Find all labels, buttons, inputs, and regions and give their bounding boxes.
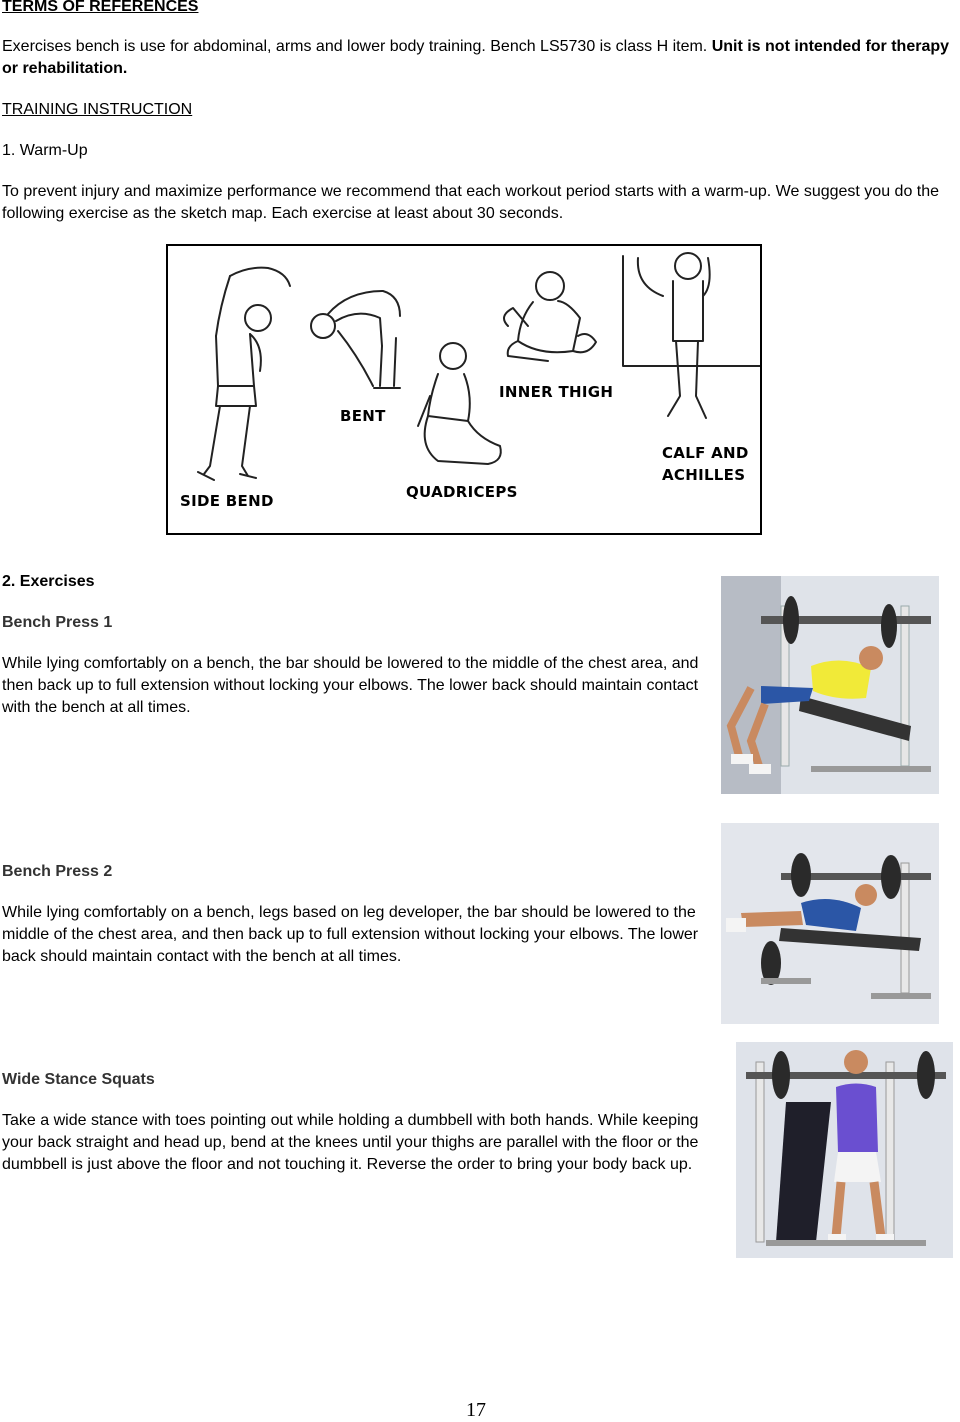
- bench-press-2-photo: [721, 823, 939, 1024]
- page-number: 17: [466, 1399, 486, 1421]
- terms-warning: Unit is not intended for therapy or rehabilitation.: [2, 38, 950, 77]
- terms-text: Exercises bench is use for abdominal, arms and lower body training. Bench LS5730 is class H item.: [2, 38, 708, 55]
- bench-press-2-title: Bench Press 2: [2, 863, 113, 880]
- terms-heading: TERMS OF REFERENCES: [2, 0, 199, 15]
- label-bent: BENT: [340, 407, 386, 425]
- terms-paragraph: [2, 36, 954, 80]
- bench-press-1-photo: [721, 576, 939, 794]
- label-side-bend: SIDE BEND: [180, 492, 274, 510]
- side-bend-figure: [198, 268, 290, 480]
- quadriceps-figure: [418, 343, 501, 464]
- label-calf-line1: CALF AND: [662, 444, 749, 462]
- bench-press-2-text: While lying comfortably on a bench, legs based on leg developer, the bar should be lowered to the middle of the chest area, and then back up to full extension without locking your elbows. The lower back should maintain contact with the bench at all times.: [2, 904, 699, 965]
- wide-stance-squats-title: Wide Stance Squats: [2, 1071, 155, 1088]
- inner-thigh-figure: [504, 272, 596, 361]
- label-inner-thigh: INNER THIGH: [499, 383, 614, 401]
- warmup-title: 1. Warm-Up: [2, 142, 88, 159]
- bent-figure: [311, 291, 400, 388]
- bench-press-1-title: Bench Press 1: [2, 614, 113, 631]
- warmup-sketch-figure: [166, 244, 762, 535]
- warmup-text: To prevent injury and maximize performance we recommend that each workout period starts with a warm-up. We suggest you do the following exercise as the sketch map. Each exercise at least about 30 seconds.: [2, 183, 940, 222]
- exercises-title: 2. Exercises: [2, 573, 95, 590]
- label-quadriceps: QUADRICEPS: [406, 483, 518, 501]
- wide-stance-squats-text: Take a wide stance with toes pointing out while holding a dumbbell with both hands. While keeping your back straight and head up, bend at the knees until your thighs are parallel with the floor or the dumbbell is just above the floor and not touching it. Reverse the order to bring your body back up.: [2, 1112, 699, 1173]
- wide-stance-squats-photo: [736, 1042, 953, 1258]
- training-heading: TRAINING INSTRUCTION: [2, 101, 193, 118]
- bench-press-1-text: While lying comfortably on a bench, the bar should be lowered to the middle of the chest area, and then back up to full extension without locking your elbows. The lower back should maintain contact with the bench at all times.: [2, 655, 699, 716]
- calf-achilles-figure: [623, 253, 760, 418]
- label-calf-line2: ACHILLES: [662, 466, 746, 484]
